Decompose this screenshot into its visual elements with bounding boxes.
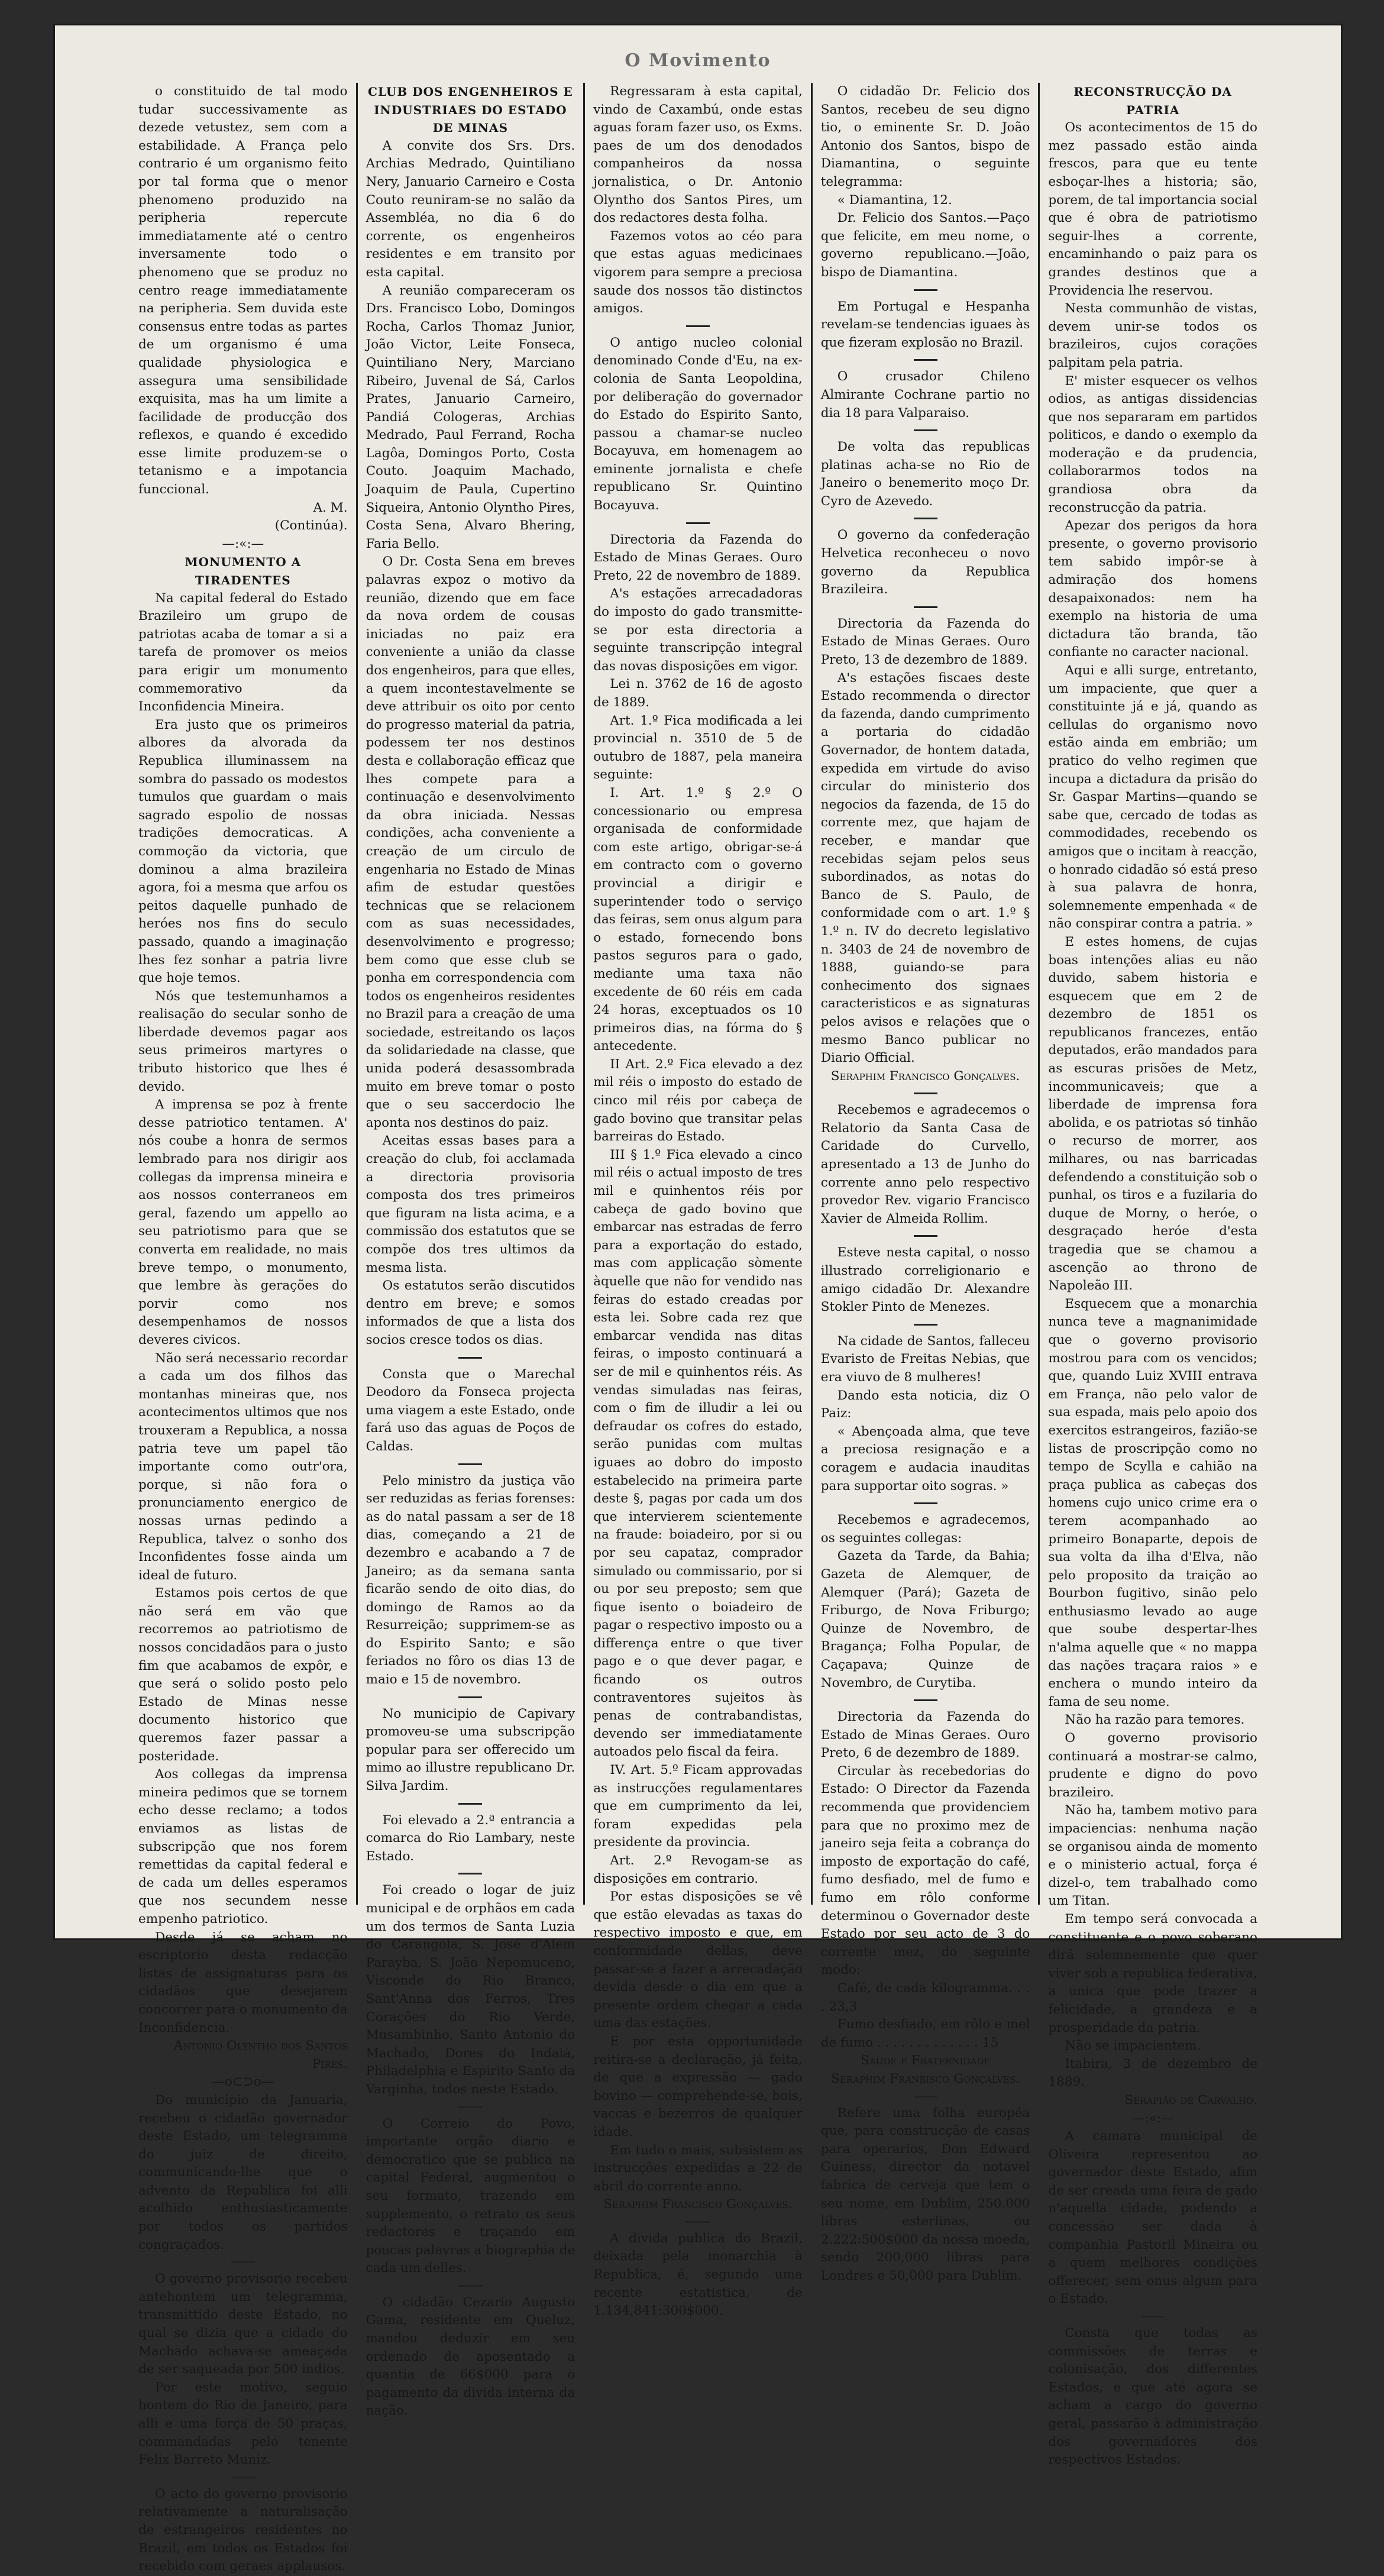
column-2 [356,83,584,2419]
article-paragraph: Aceitas essas bases para a creação do club, foi acclamada a directoria provisoria composta dos tres primeiros que figuram na lista acima, e a commissão dos estatutos que se compõe dos tres ultimos da mesma lista. [366,1133,575,1275]
column-3 [583,83,811,2319]
article-paragraph: Directoria da Fazenda do Estado de Minas Geraes. Ouro Preto, 22 de novembro de 1889. [593,532,803,583]
article-paragraph: Era justo que os primeiros albores da alvorada da Republica illuminassem na sombra do passado os modestos tumulos que guardam o mais sagrado espolio de nossas tradições democraticas. A commoção da victoria, que dominou a alma brazileira agora, foi a mesma que arfou os peitos daquelle punhado de heróes nos fins do seculo passado, quando a imaginação lhes fez sonhar a patria livre que hoje temos. [138,717,348,986]
article-paragraph: Dando esta noticia, diz O Paiz: [820,1388,1030,1421]
section-divider [914,518,937,519]
section-divider [686,325,710,327]
article-paragraph: Por este motivo, seguio hontem do Rio de Janeiro, para alli e uma força de 50 praças, commandadas pelo tenente Felix Barreto Muniz. [138,2380,348,2468]
section-divider [231,2261,255,2263]
article-paragraph: Lei n. 3762 de 16 de agosto de 1889. [593,677,803,710]
article-paragraph: E por esta opportunidade reitira-se a declaração, já feita, de que a expressão — gado bovino — comprehende-se, bois, vaccas e bezerros de qualquer idade. [593,2034,803,2139]
article-signature: Saude e Fraternidade [861,2053,991,2068]
article-paragraph: Gazeta da Tarde, da Bahia; Gazeta de Alemquer, de Alemquer (Pará); Gazeta de Friburgo, de Nova Friburgo; Quinze de Novembro, de Bragança; Folha Popular, de Caçapava; Quinze de Novembro, de Curytiba. [820,1549,1030,1691]
columns [130,83,1266,2574]
article-paragraph: Em tempo será convocada a constituente e o povo soberano dirá solemnemente que quer viver sob a republica federativa, a unica que pode trazer a felicidade, a grandeza e a prosperidade da patria. [1048,1911,1257,2035]
section-divider [914,1502,937,1504]
article-paragraph: Café, de cada kilogramma. . . . 23,3 [820,1981,1030,2014]
article-paragraph: Aqui e alli surge, entretanto, um impaciente, que quer a constituinte já e já, quando as cellulas do organismo novo estão ainda em embrião; um pratico do velho regimen que incupa a dictadura da prisão do Sr. Gaspar Martins—quando se sabe que, cercado de todas as commodidades, recebendo os amigos que o incitam à reacção, o honrado cidadão só está preso à sua palavra de honra, solemnemente empenhada « de não conspirar contra a patria. » [1048,663,1257,932]
section-divider [458,2285,482,2287]
article-paragraph: Na capital federal do Estado Brazileiro um grupo de patriotas acaba de tomar a si a tarefa de promover os meios para erigir um monumento commemorativo da Inconfidencia Mineira. [138,590,348,715]
article-paragraph: Nesta communhão de vistas, devem unir-se todos os brazileiros, cujos corações palpitam pela patria. [1048,301,1257,370]
article-paragraph: Recebemos e agradecemos, os seguintes collegas: [820,1512,1030,1546]
article-signature: Seraphim Francisco Gonçalves. [603,2197,793,2212]
section-divider [1141,2316,1165,2318]
article-paragraph: Refere uma folha européa que, para construcção de casas para operarios, Don Edward Guiness, director da notavel fabrica de cerveja que tem o seu nome, em Dublim, 250.000 libras esterlinas, ou 2.222:500$000 da nossa moeda, sendo 200,000 libras para Londres e 50,000 para Dublim. [820,2105,1030,2283]
article-note: A. M. [313,500,348,515]
article-paragraph: Itabira, 3 de dezembro de 1889. [1048,2056,1257,2090]
article-paragraph: A's estações arrecadadoras do imposto do gado transmitte-se por esta directoria a seguinte transcripção integral das novas disposições em vigor. [593,586,803,674]
article-paragraph: De volta das republicas platinas acha-se no Rio de Janeiro o benemerito moço Dr. Cyro de Azevedo. [820,439,1030,509]
article-paragraph: Pelo ministro da justiça vão ser reduzidas as ferias forenses: as do natal passam a ser de 18 dias, começando a 21 de dezembro e acabando a 7 de Janeiro; as da semana santa ficarão sendo de oito dias, do domingo de Ramos ao da Resurreição; supprimem-se as do Espirito Santo; e são feriados no fôro os dias 13 de maio e 15 de novembro. [366,1473,575,1688]
article-paragraph: Apezar dos perigos da hora presente, o governo provisorio tem sabido impôr-se à admiração dos homens desapaixonados: nem ha exemplo na historia de uma dictadura tão branda, tão confiante no caracter nacional. [1048,518,1257,660]
section-divider [914,429,937,431]
ornament-divider: —:«:— [1131,2110,1174,2126]
article-paragraph: Fumo desfiado, em rôlo e mel de fumo . . . . . . . . . . . . . 15 [820,2017,1030,2050]
article-paragraph: No municipio de Capivary promoveu-se uma subscripção popular para ser offerecido um mimo ao illustre republicano Dr. Silva Jardim. [366,1706,575,1794]
article-paragraph: Nós que testemunhamos a realisação do secular sonho de liberdade devemos pagar aos seus primeiros martyres o tributo historico que lhes é devido. [138,988,348,1094]
section-divider [458,2106,482,2108]
article-signature: Serapião de Carvalho. [1124,2092,1257,2108]
column-5 [1038,83,1266,2468]
article-paragraph: Art. 1.º Fica modificada a lei provincial n. 3510 de 5 de outubro de 1887, pela maneira seguinte: [593,713,803,783]
article-paragraph: Esquecem que a monarchia nunca teve a magnanimidade que o governo provisorio mostrou para com os vencidos; que, quando Luiz XVIII entrava em França, não pelo valor de sua espada, mais pelo apoio dos exercitos estrangeiros, fazião-se listas de proscripção como no tempo de Scylla e cahião na praça publica as cabeças dos homens cujo unico crime era o terem acompanhado ao primeiro Bonaparte, depois de sua volta da ilha d'Elva, não pelo proposito da traição ao Bourbon fugitivo, sinão pelo enthusiasmo levado ao auge que soube despertar-lhes n'alma aquelle que « no mappa das nações traçara raios » e enchera o mundo inteiro da fama de seu nome. [1048,1296,1257,1709]
article-paragraph: A camara municipal de Oliveira representou ao governador deste Estado, afim de ser creada uma feira de gado n'aquella cidade, podendo a concessão ser dada à companhia Pastoril Mineira ou a quem melhores condições offerecer, sem onus algum para o Estado. [1048,2129,1257,2307]
article-paragraph: Aos collegas da imprensa mineira pedimos que se tornem echo desse reclamo; a todos enviamos as listas de subscripção que nos forem remettidas da capital federal e de cada um delles esperamos que nos secundem nesse empenho patriotico. [138,1767,348,1927]
article-paragraph: « Abençoada alma, que teve a preciosa resignação e a coragem e audacia inauditas para supportar oito sogras. » [820,1424,1030,1494]
article-paragraph: O governo provisorio recebeu antehontem um telegramma, transmittido deste Estado, no qual se dizia que a cidade do Machado achava-se ameaçada de ser saqueada por 500 indios. [138,2271,348,2377]
article-paragraph: Em tudo o mais, subsistem as instrucções expedidas a 22 de abril do corrente anno. [593,2142,803,2194]
article-paragraph: O cidadão Dr. Felicio dos Santos, recebeu de seu digno tio, o eminente Sr. D. João Antonio dos Santos, bispo de Diamantina, o seguinte telegramma: [820,84,1030,189]
article-paragraph: Não será necessario recordar a cada um dos filhos das montanhas mineiras que, nos acontecimentos ultimos que nos trouxeram a Republica, a nossa patria teve um papel tão importante como outr'ora, porque, si não fora o pronunciamento energico de nossas urnas pedindo a Republica, talvez o sonho dos Inconfidentes fosse ainda um ideal de futuro. [138,1350,348,1583]
article-heading: MONUMENTO A TIRADENTES [185,555,302,588]
article-paragraph: Não ha, tambem motivo para impaciencias: nenhuma nação se organisou ainda de momento e o ministerio actual, força é dizel-o, tem trabalhado como um Titan. [1048,1803,1257,1909]
article-paragraph: O Correio do Povo, importante orgão diario e democratico que se publica na capital Federal, augmentou o seu formato, trazendo em supplemento, o retrato os seus redactores e traçando em poucas palavras a biographia de cada um delles. [366,2116,575,2276]
article-paragraph: Regressaram à esta capital, vindo de Caxambú, onde estas aguas foram fazer uso, os Exms. paes de um dos denodados companheiros da nossa jornalistica, o Dr. Antonio Olyntho dos Santos Pires, um dos redactores desta folha. [593,84,803,226]
section-divider [458,1873,482,1874]
article-paragraph: III § 1.º Fica elevado a cinco mil réis o actual imposto de tres mil e quinhentos réis por cabeça de gado bovino que embarcar nas estradas de ferro para a exportação do estado, mas com applicação sòmente àquelle que não for vendido nas feiras do estado creadas por esta lei. Sobre cada rez que embarcar vendida nas ditas feiras, o imposto continuará a ser de mil e quinhentos réis. As vendas simuladas nas feiras, com o fim de illudir a lei ou defraudar os cofres do estado, serão punidas com multas iguaes ao dobro do imposto estabelecido na primeira parte deste §, pagas por cada um dos que intervierem scientemente na fraude: boiadeiro, por si ou por seu capataz, comprador simulado ou commissario, por si ou por seu preposto; sem que fique isento o boiadeiro de pagar o respectivo imposto ou a differença entre o que tiver pago e o que dever pagar, e ficando os outros contraventores sujeitos às penas de contrabandistas, devendo ser immediatamente autoados pelo fiscal da feira. [593,1147,803,1760]
ornament-divider: —:«:— [222,536,264,551]
section-divider [686,2221,710,2223]
article-paragraph: Do municipio da Januaria, recebeu o cidadão governador deste Estado, um telegramma do juiz de direito, communicando-lhe que o advento da Republica foi alli acolhido enthusiasticamente por todos os partidos congraçados. [138,2092,348,2252]
article-paragraph: Não ha razão para temores. [1065,1712,1245,1728]
article-paragraph: Os acontecimentos de 15 do mez passado estão ainda frescos, para que eu tente esboçar-lhes a historia; são, porem, de tal importancia social que é obra de patriotismo seguir-lhes a corrente, encaminhando o paiz para os grandes destinos que a Providencia lhe reservou. [1048,120,1257,298]
article-paragraph: O cidadão Cezario Augusto Gama, residente em Queluz, mandou deduzir em seu ordenado de aposentado a quantia de 66$000 para o pagamento da divida interna da nação. [366,2294,575,2419]
article-paragraph: Recebemos e agradecemos o Relatorio da Santa Casa de Caridade do Curvello, apresentado a 13 de Junho do corrente anno pelo respectivo provedor Rev. vigario Francisco Xavier de Almeida Rollim. [820,1103,1030,1226]
article-paragraph: Não se impacientem. [1065,2038,1201,2054]
article-paragraph: Por estas disposições se vê que estão elevadas as taxas do respectivo imposto e que, em conformidade dellas, deve passar-se a fazer a arrecadação devida desde o dia em que a presente ordem chegar a cada uma das estações. [593,1889,803,2031]
article-paragraph: Desde já se acham no escriptorio desta redacção listas de assignaturas para os cidadãos que desejarem concorrer para o monumento da Inconfidencia. [138,1929,348,2035]
section-divider [458,1357,482,1359]
article-paragraph: Art. 2.º Revogam-se as disposições em contrario. [593,1853,803,1886]
section-divider [914,1235,937,1237]
article-paragraph: A imprensa se poz à frente desse patriotico tentamen. A' nós coube a honra de sermos lembrado para nos dirigir aos collegas da imprensa mineira e aos nossos conterraneos em geral, fazendo um appello ao seu patriotismo para que se converta em realidade, no mais breve tempo, o monumento, que lembre às gerações do porvir como nos desempenhamos de nossos deveres civicos. [138,1097,348,1347]
article-paragraph: Foi elevado a 2.ª entrancia a comarca do Rio Lambary, neste Estado. [366,1812,575,1864]
article-paragraph: o constituido de tal modo tudar successivamente as dezede vetustez, sem com a estabilidade. A França pelo contrario é um organismo feito por tal forma que o menor phenomeno produzido na peripheria repercute immediatamente até o centro inversamente todo o phenomeno que se produz no centro reage immediatamente na peripheria. Sem duvida este consensus entre todas as partes de um organismo é uma qualidade physiologica e assegura uma sensibilidade exquisita, mas ha um limite a facilidade de producção dos reflexos, e quando é excedido esse limite produzem-se o tetanismo e a impotancia funccional. [138,84,348,497]
article-paragraph: O governo da confederação Helvetica reconheceu o novo governo da Republica Brazileira. [820,528,1030,597]
newspaper-page [53,24,1343,2574]
article-paragraph: Directoria da Fazenda do Estado de Minas Geraes. Ouro Preto, 6 de dezembro de 1889. [820,1709,1030,1761]
article-paragraph: Dr. Felicio dos Santos.—Paço que felicite, em meu nome, o governo republicano.—João, bispo de Diamantina. [820,211,1030,280]
article-paragraph: A divida publica do Brazil, deixada pela monarchia à Republica, é, segundo uma recente estatistica, de 1.134,841:300$000. [593,2231,803,2319]
section-divider [914,2096,937,2097]
section-divider [914,359,937,361]
article-paragraph: O crusador Chileno Almirante Cochrane partio no dia 18 para Valparaiso. [820,369,1030,421]
section-divider [914,1093,937,1094]
section-divider [231,2477,255,2478]
section-divider [914,1699,937,1701]
article-paragraph: O antigo nucleo colonial denominado Conde d'Eu, na ex-colonia de Santa Leopoldina, por deliberação do governador do Estado do Espirito Santo, passou a chamar-se nucleo Bocayuva, em homenagem ao eminente jornalista e chefe republicano Sr. Quintino Bocayuva. [593,335,803,513]
section-divider [914,606,937,608]
column-4 [811,83,1039,2283]
section-divider [458,1463,482,1465]
article-paragraph: Esteve nesta capital, o nosso illustrado correligionario e amigo cidadão Dr. Alexandre Stokler Pinto de Menezes. [820,1245,1030,1315]
article-paragraph: A convite dos Srs. Drs. Archias Medrado, Quintiliano Nery, Januario Carneiro e Costa Couto reuniram-se no salão da Assembléa, no dia 6 do corrente, os engenheiros residentes e em transito por esta capital. [366,138,575,280]
article-paragraph: Consta que todas as commissões de terras e colonisação, dos differentes Estados, e que até agora se acham a cargo do governo geral, passarão à administração dos governadores dos respectivos Estados. [1048,2326,1257,2468]
article-heading: CLUB DOS ENGENHEIROS E INDUSTRIAES DO ESTADO DE MINAS [368,85,573,135]
article-paragraph: A's estações fiscaes deste Estado recommenda o director da fazenda, dando cumprimento a portaria do cidadão Governador, de hontem datada, expedida em virtude do aviso circular do ministerio dos negocios da fazenda, de 15 do corrente mez, que hajam de receber, e mandar que recebidas sejam pelos seus subordinados, as notas do Banco de S. Paulo, de conformidade com o art. 1.º § 1.º n. IV do decreto legislativo n. 3403 de 24 de novembro de 1888, guiando-se para conhecimento dos signaes caracteristicos e as signaturas pelos avisos e relações que o mesmo Banco publicar no Diario Official. [820,670,1030,1066]
ornament-divider: —o⊂⊃o— [212,2074,274,2090]
article-paragraph: Os estatutos serão discutidos dentro em breve; e somos informados de que a lista dos socios cresce todos os dias. [366,1278,575,1347]
article-paragraph: Circular às recebedorias do Estado: O Director da Fazenda recommenda que providenciem para que no proximo mez de janeiro seja feita a cobrança do imposto de exportação do café, fumo desfiado, mel de fumo e fumo em rôlo conforme determinou o Governador deste Estado por seu acto de 3 do corrente mez, do seguinte modo: [820,1763,1030,1978]
article-paragraph: Na cidade de Santos, falleceu Evaristo de Freitas Nebias, que era viuvo de 8 mulheres! [820,1333,1030,1385]
article-paragraph: E estes homens, de cujas boas intenções alias eu não duvido, sabem historia e esquecem que em 2 de dezembro de 1851 os republicanos francezes, então deputados, erão mandados para as escuras prisões de Metz, incommunicaveis; que a liberdade de imprensa fora abolida, e os patriotas só tinhão o recurso de morrer, aos milhares, ou nas barricadas defendendo a constituição sob o punhal, os tiros e a fuzilaria do duque de Morny, o heróe, o desgraçado heróe d'esta tragedia que se chamou a ascenção ao throno de Napoleão III. [1048,934,1257,1294]
article-paragraph: Foi creado o logar de juiz municipal e de orphãos em cada um dos termos de Santa Luzia do Carangola, S. José d'Alem Parayba, S. João Nepomuceno, Visconde do Rio Branco, Sant'Anna dos Ferros, Tres Corações do Rio Verde, Musambinho, Santo Antonio do Machado, Dores do Indaiá, Philadelphia e Espirito Santo da Varginha, todos neste Estado. [366,1883,575,2097]
article-paragraph: O Dr. Costa Sena em breves palavras expoz o motivo da reunião, dizendo que em face da nova ordem de cousas iniciadas no paiz era conveniente a união da classe dos engenheiros, para que elles, a quem incontestavelmente se deve attribuir os oito por cento do progresso material da patria, podessem ter nos destinos desta e collaboração efficaz que lhes compete para a continuação e desenvolvimento da obra iniciada. Nessas condições, acha conveniente a creação de um circulo de engenharia no Estado de Minas afim de estudar questões technicas que se relacionem com as suas necessidades, desenvolvimento e progresso; bem como que esse club se ponha em correspondencia com todos os engenheiros residentes no Brazil para a creação de uma sociedade, estreitando os laços da solidariedade na classe, que unida poderá desassombrada muito em breve tomar o posto que o seu saccerdocio lhe aponta nos destinos do paiz. [366,554,575,1130]
article-paragraph: Consta que o Marechal Deodoro da Fonseca projecta uma viagem a este Estado, onde fará uso das aguas de Poços de Caldas. [366,1366,575,1454]
article-signature: Antonio Olyntho dos Santos Pires. [173,2038,348,2071]
article-paragraph: O governo provisorio continuará a mostrar-se calmo, prudente e digno do povo brazileiro. [1048,1731,1257,1800]
masthead: O Movimento [625,50,771,71]
article-paragraph: I. Art. 1.º § 2.º O concessionario ou empresa organisada de conformidade com este artigo, obrigar-se-á em contracto com o governo provincial a dirigir e superintender todo o serviço das feiras, sem onus algum para o estado, fornecendo bons pastos seguros para o gado, mediante uma taxa não excedente de 60 réis em cada 24 horas, exceptuados os 10 primeiros dias, na fórma do § antecedente. [593,785,803,1054]
section-divider [458,1696,482,1698]
article-paragraph: O acto do governo provisorio relativamente a naturalisação de estrangeiros residentes no Brazil, em todos os Estados foi recebido com geraes applausos. [138,2486,348,2574]
column-1 [130,83,356,2574]
article-note: (Continúa). [274,518,348,534]
article-paragraph: IV. Art. 5.º Ficam approvadas as instrucções regulamentares que em cumprimento da lei, foram expedidas pela presidente da provincia. [593,1763,803,1850]
article-paragraph: Estamos pois certos de que não será em vão que recorremos ao patriotismo de nossos concidadãos para o justo fim que acabamos de expôr, e que será o solido posto pelo Estado de Minas nesse documento historico que queremos fazer passar a posteridade. [138,1586,348,1764]
section-divider [914,289,937,291]
article-paragraph: E' mister esquecer os velhos odios, as antigas dissidencias que nos separaram em partidos politicos, e dando o exemplo da moderação e da prudencia, collaborarmos todos na grandiosa obra da reconstrucção da patria. [1048,373,1257,515]
article-signature: Seraphim Franbisco Gonçalves. [831,2071,1020,2086]
article-signature: Seraphim Francisco Gonçalves. [830,1068,1020,1084]
article-paragraph: Fazemos votos ao céo para que estas aguas medicinaes vigorem para sempre a preciosa saude dos nossos tão distinctos amigos. [593,228,803,316]
section-divider [686,522,710,524]
section-divider [914,1324,937,1326]
article-heading: RECONSTRUCÇÃO DA PATRIA [1073,85,1232,117]
article-paragraph: « Diamantina, 12. [837,192,952,208]
article-paragraph: II Art. 2.º Fica elevado a dez mil réis o imposto do estado de cinco mil réis por cabeça de gado bovino que transitar pelas barreiras do Estado. [593,1056,803,1145]
article-paragraph: Em Portugal e Hespanha revelam-se tendencias iguaes às que fizeram explosão no Brazil. [820,299,1030,350]
article-paragraph: Directoria da Fazenda do Estado de Minas Geraes. Ouro Preto, 13 de dezembro de 1889. [820,616,1030,668]
section-divider [458,1803,482,1805]
article-paragraph: A reunião compareceram os Drs. Francisco Lobo, Domingos Rocha, Carlos Thomaz Junior, João Victor, Leite Fonseca, Quintiliano Nery, Marciano Ribeiro, Juvenal de Sá, Carlos Prates, Januario Carneiro, Pandiá Cologeras, Archias Medrado, Paul Ferrand, Rocha Lagôa, Domingos Porto, Costa Couto. Joaquim Machado, Joaquim de Paula, Cupertino Siqueira, Antonio Olyntho Pires, Costa Sena, Alvaro Bhering, Faria Bello. [366,283,575,551]
